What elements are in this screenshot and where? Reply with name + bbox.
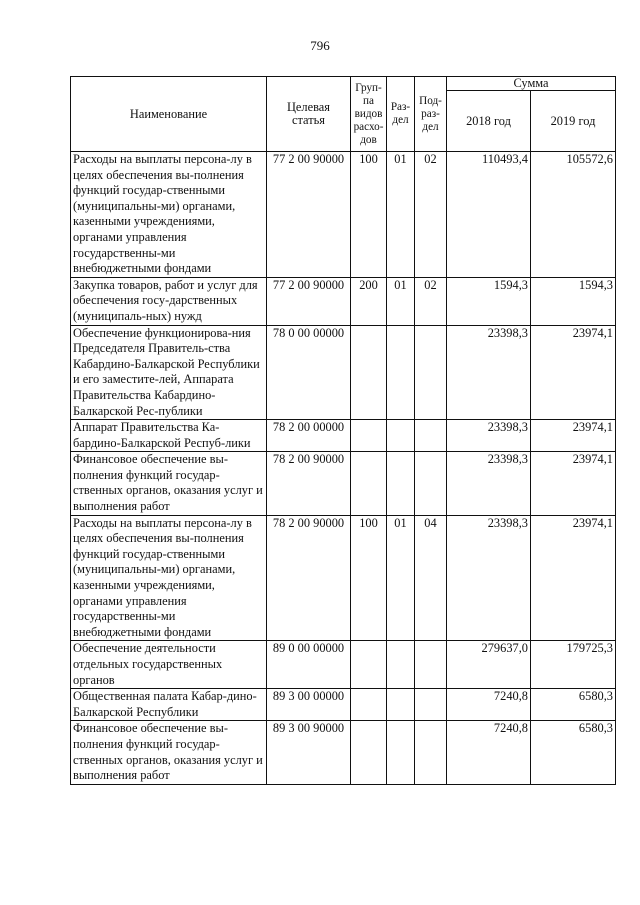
table-row — [71, 689, 616, 721]
row-name: Финансовое обеспечение вы-полнения функций государ-ственных органов, оказания услуг и выполнения работ — [71, 721, 267, 784]
row-sum-2019: 105572,6 — [531, 152, 616, 278]
table-row — [71, 420, 616, 452]
row-section — [387, 452, 415, 515]
row-sum-2018: 279637,0 — [447, 641, 531, 689]
header-target-article: Целевая статья — [267, 77, 351, 152]
row-sum-2018: 7240,8 — [447, 721, 531, 784]
table-row — [71, 152, 616, 278]
row-expense-group: 200 — [351, 277, 387, 325]
header-2019: 2019 год — [531, 91, 616, 152]
table-row — [71, 325, 616, 420]
row-section — [387, 420, 415, 452]
row-name: Аппарат Правительства Ка-бардино-Балкарской Респуб-лики — [71, 420, 267, 452]
row-section — [387, 721, 415, 784]
row-expense-group — [351, 325, 387, 420]
row-subsection — [415, 721, 447, 784]
row-sum-2018: 23398,3 — [447, 420, 531, 452]
header-sum: Сумма — [447, 77, 616, 91]
row-name: Обеспечение деятельности отдельных государственных органов — [71, 641, 267, 689]
row-subsection — [415, 325, 447, 420]
row-expense-group — [351, 452, 387, 515]
row-target-article: 77 2 00 90000 — [267, 277, 351, 325]
row-subsection — [415, 641, 447, 689]
row-target-article: 89 0 00 00000 — [267, 641, 351, 689]
header-name: Наименование — [71, 77, 267, 152]
row-subsection: 04 — [415, 515, 447, 641]
table-row — [71, 452, 616, 515]
table-row — [71, 641, 616, 689]
row-sum-2019: 1594,3 — [531, 277, 616, 325]
row-section — [387, 325, 415, 420]
budget-table — [70, 76, 616, 785]
row-target-article: 89 3 00 90000 — [267, 721, 351, 784]
row-sum-2018: 7240,8 — [447, 689, 531, 721]
row-section: 01 — [387, 152, 415, 278]
row-section — [387, 689, 415, 721]
row-name: Финансовое обеспечение вы-полнения функций государ-ственных органов, оказания услуг и выполнения работ — [71, 452, 267, 515]
row-sum-2018: 23398,3 — [447, 452, 531, 515]
row-expense-group: 100 — [351, 515, 387, 641]
row-expense-group: 100 — [351, 152, 387, 278]
row-name: Обеспечение функционирова-ния Председателя Правитель-ства Кабардино-Балкарской Республики и его заместите-лей, Аппарата Правительства Кабардино-Балкарской Рес-публики — [71, 325, 267, 420]
row-target-article: 78 0 00 00000 — [267, 325, 351, 420]
row-sum-2019: 179725,3 — [531, 641, 616, 689]
row-name: Расходы на выплаты персона-лу в целях обеспечения вы-полнения функций государ-ственными (муниципальны-ми) органами, казенными учреждениями, органами управления государственны-ми внебюджетными фондами — [71, 152, 267, 278]
header-2018: 2018 год — [447, 91, 531, 152]
row-expense-group — [351, 689, 387, 721]
row-sum-2019: 23974,1 — [531, 420, 616, 452]
row-sum-2018: 23398,3 — [447, 325, 531, 420]
row-subsection — [415, 420, 447, 452]
row-expense-group — [351, 641, 387, 689]
table-row — [71, 277, 616, 325]
table-body — [71, 152, 616, 785]
row-target-article: 77 2 00 90000 — [267, 152, 351, 278]
row-subsection: 02 — [415, 277, 447, 325]
row-subsection — [415, 452, 447, 515]
row-sum-2019: 23974,1 — [531, 515, 616, 641]
row-name: Расходы на выплаты персона-лу в целях обеспечения вы-полнения функций государ-ственными (муниципальны-ми) органами, казенными учреждениями, органами управления государственны-ми внебюджетными фондами — [71, 515, 267, 641]
row-name: Общественная палата Кабар-дино-Балкарской Республики — [71, 689, 267, 721]
table-row — [71, 721, 616, 784]
row-sum-2019: 23974,1 — [531, 452, 616, 515]
row-subsection: 02 — [415, 152, 447, 278]
table-row — [71, 515, 616, 641]
row-sum-2018: 110493,4 — [447, 152, 531, 278]
header-expense-group: Груп-па видов расхо-дов — [351, 77, 387, 152]
row-sum-2019: 6580,3 — [531, 721, 616, 784]
row-section: 01 — [387, 515, 415, 641]
page-number: 796 — [310, 38, 330, 53]
row-name: Закупка товаров, работ и услуг для обеспечения госу-дарственных (муниципаль-ных) нужд — [71, 277, 267, 325]
header-section: Раз-дел — [387, 77, 415, 152]
row-expense-group — [351, 420, 387, 452]
row-sum-2019: 6580,3 — [531, 689, 616, 721]
header-subsection: Под-раз-дел — [415, 77, 447, 152]
row-target-article: 78 2 00 00000 — [267, 420, 351, 452]
row-expense-group — [351, 721, 387, 784]
row-sum-2018: 23398,3 — [447, 515, 531, 641]
row-target-article: 78 2 00 90000 — [267, 515, 351, 641]
row-target-article: 78 2 00 90000 — [267, 452, 351, 515]
row-sum-2019: 23974,1 — [531, 325, 616, 420]
row-subsection — [415, 689, 447, 721]
row-section — [387, 641, 415, 689]
row-target-article: 89 3 00 00000 — [267, 689, 351, 721]
row-sum-2018: 1594,3 — [447, 277, 531, 325]
row-section: 01 — [387, 277, 415, 325]
